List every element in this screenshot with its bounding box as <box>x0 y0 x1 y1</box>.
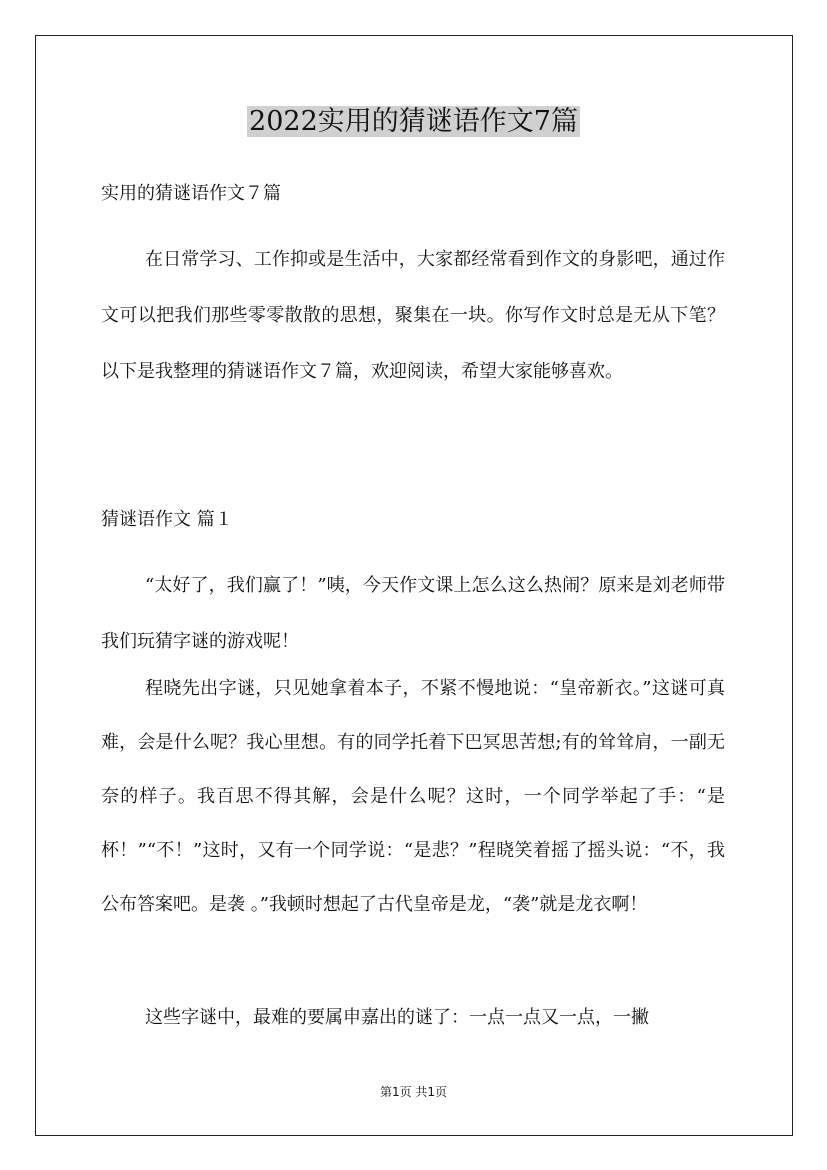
section-heading: 猜谜语作文 篇１ <box>101 509 233 530</box>
body-paragraph-2: 程晓先出字谜，只见她拿着本子，不紧不慢地说：“皇帝新衣。”这谜可真难，会是什么呢？我心里想。有的同学托着下巴冥思苦想;有的耸耸肩，一副无奈的样子。我百思不得其解，会是什么呢？这时，一个同学举起了手：“是杯！”“不！”这时，又有一个同学说：“是悲？”程晓笑着摇了摇头说：“不，我公布答案吧。是袭 。”我顿时想起了古代皇帝是龙，“袭”就是龙衣啊！ <box>101 678 725 915</box>
page-footer: 第1页 共1页 <box>379 1085 448 1099</box>
body-paragraph-1: “太好了，我们赢了！”咦，今天作文课上怎么这么热闹？原来是刘老师带我们玩猜字谜的游戏呢！ <box>101 575 725 652</box>
document-subtitle: 实用的猜谜语作文７篇 <box>101 183 281 204</box>
document-title-text: 2022实用的猜谜语作文7篇 <box>249 106 578 137</box>
document-title <box>0 100 827 144</box>
intro-paragraph: 在日常学习、工作抑或是生活中，大家都经常看到作文的身影吧，通过作文可以把我们那些零零散散的思想，聚集在一块。你写作文时总是无从下笔？以下是我整理的猜谜语作文７篇，欢迎阅读，希望大家能够喜欢。 <box>101 249 725 382</box>
body-paragraph-3: 这些字谜中，最难的要属申嘉出的谜了：一点一点又一点，一撇 <box>145 1007 649 1028</box>
